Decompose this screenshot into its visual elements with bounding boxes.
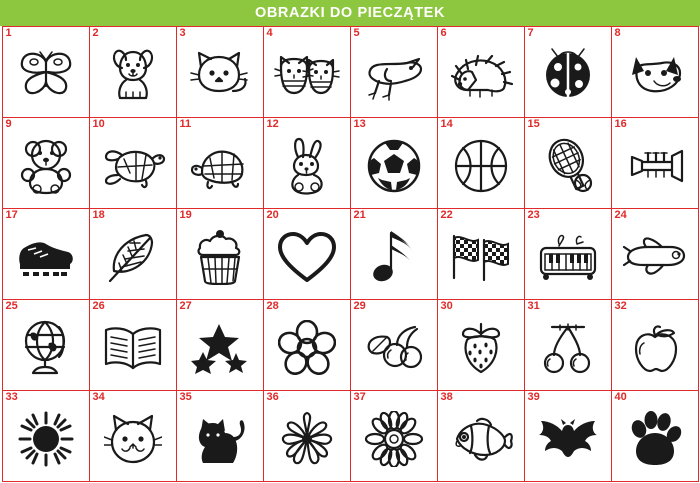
grid-cell[interactable]	[263, 390, 351, 482]
cell-number: 9	[5, 117, 12, 130]
grid-cell[interactable]	[437, 208, 525, 300]
grid-cell[interactable]	[437, 117, 525, 209]
flower-icon	[264, 300, 350, 390]
fox-face-icon	[612, 27, 698, 117]
cell-number: 34	[92, 390, 105, 403]
grid-cell[interactable]	[437, 26, 525, 118]
grid-cell[interactable]	[350, 390, 438, 482]
cell-number: 39	[527, 390, 540, 403]
grid-cell[interactable]	[2, 299, 90, 391]
grid-cell[interactable]	[437, 390, 525, 482]
grid-cell[interactable]	[263, 299, 351, 391]
grid-cell[interactable]	[176, 117, 264, 209]
teddy-bear-icon	[3, 118, 89, 208]
cell-number: 7	[527, 26, 534, 39]
sun-icon	[3, 391, 89, 481]
grid-cell[interactable]	[2, 26, 90, 118]
cell-number: 14	[440, 117, 453, 130]
cell-number: 31	[527, 299, 540, 312]
cell-number: 22	[440, 208, 453, 221]
cell-number: 6	[440, 26, 447, 39]
bird-icon	[351, 27, 437, 117]
paw-print-icon	[612, 391, 698, 481]
black-cat-icon	[177, 391, 263, 481]
cell-number: 11	[179, 117, 192, 130]
grid-cell[interactable]	[611, 299, 699, 391]
cell-number: 29	[353, 299, 366, 312]
grid-cell[interactable]	[611, 208, 699, 300]
airplane-icon	[612, 209, 698, 299]
cell-number: 3	[179, 26, 186, 39]
cell-number: 2	[92, 26, 99, 39]
cell-number: 27	[179, 299, 192, 312]
grid-cell[interactable]	[176, 208, 264, 300]
grid-cell[interactable]	[2, 390, 90, 482]
butterfly-icon	[3, 27, 89, 117]
tortoise-icon	[177, 118, 263, 208]
grid-cell[interactable]	[2, 208, 90, 300]
leaf-icon	[90, 209, 176, 299]
cell-number: 35	[179, 390, 192, 403]
globe-icon	[3, 300, 89, 390]
daisy-flower-icon	[351, 391, 437, 481]
cell-number: 12	[266, 117, 279, 130]
page-title: OBRAZKI DO PIECZĄTEK	[254, 5, 446, 21]
cell-number: 13	[353, 117, 366, 130]
clownfish-icon	[438, 391, 524, 481]
sea-turtle-icon	[90, 118, 176, 208]
grid-cell[interactable]	[524, 299, 612, 391]
cell-number: 1	[5, 26, 12, 39]
grid-cell[interactable]	[611, 26, 699, 118]
image-grid	[2, 26, 698, 481]
grid-cell[interactable]	[524, 390, 612, 482]
cell-number: 26	[92, 299, 105, 312]
grid-cell[interactable]	[350, 208, 438, 300]
music-note-icon	[351, 209, 437, 299]
grid-cell[interactable]	[176, 299, 264, 391]
piano-keyboard-icon	[525, 209, 611, 299]
grid-cell[interactable]	[350, 117, 438, 209]
cupcake-icon	[177, 209, 263, 299]
grid-cell[interactable]	[89, 299, 177, 391]
cell-number: 33	[5, 390, 18, 403]
soccer-ball-icon	[351, 118, 437, 208]
grid-cell[interactable]	[263, 26, 351, 118]
cell-number: 10	[92, 117, 105, 130]
grid-cell[interactable]	[89, 117, 177, 209]
grid-cell[interactable]	[524, 26, 612, 118]
strawberry-icon	[438, 300, 524, 390]
tennis-racket-icon	[525, 118, 611, 208]
grid-cell[interactable]	[263, 117, 351, 209]
grid-cell[interactable]	[437, 299, 525, 391]
page-header	[0, 0, 700, 26]
cat-face-icon	[90, 391, 176, 481]
cell-number: 38	[440, 390, 453, 403]
cell-number: 20	[266, 208, 279, 221]
grid-cell[interactable]	[524, 208, 612, 300]
checkered-flags-icon	[438, 209, 524, 299]
cell-number: 40	[614, 390, 627, 403]
cell-number: 5	[353, 26, 360, 39]
two-cats-icon	[264, 27, 350, 117]
cell-number: 4	[266, 26, 273, 39]
grid-cell[interactable]	[524, 117, 612, 209]
grid-cell[interactable]	[611, 117, 699, 209]
grid-cell[interactable]	[176, 26, 264, 118]
cat-kitten-icon	[177, 27, 263, 117]
cell-number: 17	[5, 208, 18, 221]
open-book-icon	[90, 300, 176, 390]
cell-number: 37	[353, 390, 366, 403]
cell-number: 16	[614, 117, 627, 130]
grid-cell[interactable]	[263, 208, 351, 300]
cell-number: 24	[614, 208, 627, 221]
cell-number: 18	[92, 208, 105, 221]
heart-icon	[264, 209, 350, 299]
grid-cell[interactable]	[176, 390, 264, 482]
grid-cell[interactable]	[2, 117, 90, 209]
cherries-berries-icon	[351, 300, 437, 390]
ladybug-icon	[525, 27, 611, 117]
cell-number: 23	[527, 208, 540, 221]
cherry-icon	[525, 300, 611, 390]
apple-icon	[612, 300, 698, 390]
grid-cell[interactable]	[89, 390, 177, 482]
cell-number: 30	[440, 299, 453, 312]
cell-number: 28	[266, 299, 279, 312]
grid-cell[interactable]	[611, 390, 699, 482]
cell-number: 15	[527, 117, 540, 130]
hedgehog-icon	[438, 27, 524, 117]
grid-cell[interactable]	[350, 26, 438, 118]
dog-icon	[90, 27, 176, 117]
cell-number: 32	[614, 299, 627, 312]
rabbit-icon	[264, 118, 350, 208]
cell-number: 21	[353, 208, 366, 221]
blossom-flower-icon	[264, 391, 350, 481]
cell-number: 19	[179, 208, 192, 221]
cell-number: 36	[266, 390, 279, 403]
grid-cell[interactable]	[89, 208, 177, 300]
stars-icon	[177, 300, 263, 390]
bat-icon	[525, 391, 611, 481]
cell-number: 25	[5, 299, 18, 312]
trumpet-icon	[612, 118, 698, 208]
cell-number: 8	[614, 26, 621, 39]
grid-cell[interactable]	[350, 299, 438, 391]
grid-cell[interactable]	[89, 26, 177, 118]
basketball-icon	[438, 118, 524, 208]
football-boot-icon	[3, 209, 89, 299]
